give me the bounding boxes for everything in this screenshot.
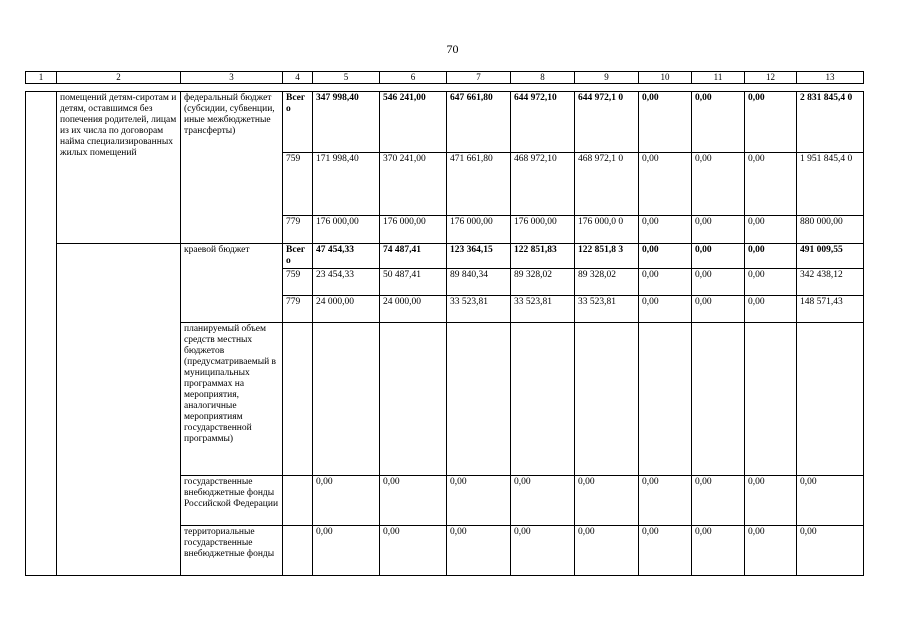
value-cell: 0,00 xyxy=(692,244,745,269)
value-cell: 33 523,81 xyxy=(511,296,575,323)
row-number-cell xyxy=(26,92,57,576)
value-cell: 0,00 xyxy=(797,526,864,576)
value-cell: 468 972,1 0 xyxy=(575,153,639,216)
value-cell: 74 487,41 xyxy=(380,244,447,269)
value-cell: 0,00 xyxy=(447,476,511,526)
value-cell: 176 000,0 0 xyxy=(575,216,639,244)
empty-cell xyxy=(692,323,745,476)
table-row xyxy=(26,92,864,153)
value-cell: 0,00 xyxy=(745,269,797,296)
value-cell: 176 000,00 xyxy=(313,216,380,244)
value-cell: 122 851,8 3 xyxy=(575,244,639,269)
value-cell: 0,00 xyxy=(313,526,380,576)
value-cell: 1 951 845,4 0 xyxy=(797,153,864,216)
value-cell: 0,00 xyxy=(639,526,692,576)
value-cell: 644 972,10 xyxy=(511,92,575,153)
empty-cell xyxy=(745,323,797,476)
value-cell: 0,00 xyxy=(639,244,692,269)
code-cell: Всег о xyxy=(283,92,313,153)
value-cell: 0,00 xyxy=(575,476,639,526)
empty-cell xyxy=(639,323,692,476)
header-cell: 9 xyxy=(575,72,639,84)
code-cell: Всег о xyxy=(283,244,313,269)
value-cell: 50 487,41 xyxy=(380,269,447,296)
empty-cell xyxy=(575,323,639,476)
header-cell: 8 xyxy=(511,72,575,84)
code-cell: 759 xyxy=(283,153,313,216)
value-cell: 0,00 xyxy=(692,92,745,153)
empty-cell xyxy=(283,323,313,476)
value-cell: 0,00 xyxy=(313,476,380,526)
value-cell: 0,00 xyxy=(511,526,575,576)
code-cell xyxy=(283,526,313,576)
value-cell: 0,00 xyxy=(511,476,575,526)
value-cell: 33 523,81 xyxy=(447,296,511,323)
value-cell: 89 840,34 xyxy=(447,269,511,296)
funding-source-state-funds: государственные внебюджетные фонды Российской Федерации xyxy=(181,476,283,526)
page-number: 70 xyxy=(446,42,459,56)
header-cell: 3 xyxy=(181,72,283,84)
value-cell: 0,00 xyxy=(692,216,745,244)
value-cell: 23 454,33 xyxy=(313,269,380,296)
value-cell: 0,00 xyxy=(745,244,797,269)
value-cell: 0,00 xyxy=(692,269,745,296)
value-cell: 0,00 xyxy=(692,153,745,216)
code-cell xyxy=(283,476,313,526)
value-cell: 491 009,55 xyxy=(797,244,864,269)
empty-cell xyxy=(447,323,511,476)
empty-cell xyxy=(797,323,864,476)
value-cell: 0,00 xyxy=(692,526,745,576)
value-cell: 176 000,00 xyxy=(447,216,511,244)
value-cell: 176 000,00 xyxy=(380,216,447,244)
value-cell: 0,00 xyxy=(380,526,447,576)
header-cell: 11 xyxy=(692,72,745,84)
value-cell: 0,00 xyxy=(575,526,639,576)
value-cell: 880 000,00 xyxy=(797,216,864,244)
funding-source-federal: федеральный бюджет (субсидии, субвенции, иные межбюджетные трансферты) xyxy=(181,92,283,244)
funding-source-regional: краевой бюджет xyxy=(181,244,283,323)
value-cell: 89 328,02 xyxy=(575,269,639,296)
table-row xyxy=(26,244,864,269)
value-cell: 0,00 xyxy=(745,92,797,153)
value-cell: 0,00 xyxy=(797,476,864,526)
header-cell: 12 xyxy=(745,72,797,84)
value-cell: 0,00 xyxy=(639,153,692,216)
value-cell: 0,00 xyxy=(380,476,447,526)
code-cell: 779 xyxy=(283,216,313,244)
header-cell: 4 xyxy=(283,72,313,84)
header-cell: 2 xyxy=(57,72,181,84)
value-cell: 0,00 xyxy=(639,269,692,296)
measure-description: помещений детям-сиротам и детям, оставшимся без попечения родителей, лицам из их числа по договорам найма специализированных жилых помещений xyxy=(57,92,181,244)
value-cell: 47 454,33 xyxy=(313,244,380,269)
funding-source-territorial-funds: территориальные государственные внебюджетные фонды xyxy=(181,526,283,576)
value-cell: 644 972,1 0 xyxy=(575,92,639,153)
value-cell: 0,00 xyxy=(745,526,797,576)
header-cell: 7 xyxy=(447,72,511,84)
code-cell: 779 xyxy=(283,296,313,323)
description-continuation xyxy=(57,244,181,576)
value-cell: 148 571,43 xyxy=(797,296,864,323)
column-number-header xyxy=(25,71,864,84)
value-cell: 546 241,00 xyxy=(380,92,447,153)
empty-cell xyxy=(511,323,575,476)
value-cell: 0,00 xyxy=(447,526,511,576)
value-cell: 0,00 xyxy=(745,216,797,244)
value-cell: 370 241,00 xyxy=(380,153,447,216)
value-cell: 468 972,10 xyxy=(511,153,575,216)
value-cell: 0,00 xyxy=(745,153,797,216)
empty-cell xyxy=(380,323,447,476)
value-cell: 33 523,81 xyxy=(575,296,639,323)
value-cell: 89 328,02 xyxy=(511,269,575,296)
value-cell: 0,00 xyxy=(692,476,745,526)
header-cell: 13 xyxy=(797,72,864,84)
empty-cell xyxy=(313,323,380,476)
value-cell: 24 000,00 xyxy=(313,296,380,323)
code-cell: 759 xyxy=(283,269,313,296)
budget-table xyxy=(25,91,864,576)
value-cell: 2 831 845,4 0 xyxy=(797,92,864,153)
value-cell: 0,00 xyxy=(639,92,692,153)
value-cell: 24 000,00 xyxy=(380,296,447,323)
value-cell: 171 998,40 xyxy=(313,153,380,216)
value-cell: 0,00 xyxy=(639,476,692,526)
value-cell: 647 661,80 xyxy=(447,92,511,153)
value-cell: 0,00 xyxy=(692,296,745,323)
header-cell: 1 xyxy=(26,72,57,84)
value-cell: 123 364,15 xyxy=(447,244,511,269)
value-cell: 0,00 xyxy=(745,476,797,526)
value-cell: 0,00 xyxy=(639,296,692,323)
value-cell: 176 000,00 xyxy=(511,216,575,244)
funding-source-local: планируемый объем средств местных бюджетов (предусматриваемый в муниципальных программах на мероприятия, аналогичные мероприятиям государственной программы) xyxy=(181,323,283,476)
header-cell: 10 xyxy=(639,72,692,84)
value-cell: 122 851,83 xyxy=(511,244,575,269)
value-cell: 0,00 xyxy=(745,296,797,323)
value-cell: 471 661,80 xyxy=(447,153,511,216)
value-cell: 342 438,12 xyxy=(797,269,864,296)
value-cell: 347 998,40 xyxy=(313,92,380,153)
header-cell: 6 xyxy=(380,72,447,84)
header-cell: 5 xyxy=(313,72,380,84)
value-cell: 0,00 xyxy=(639,216,692,244)
